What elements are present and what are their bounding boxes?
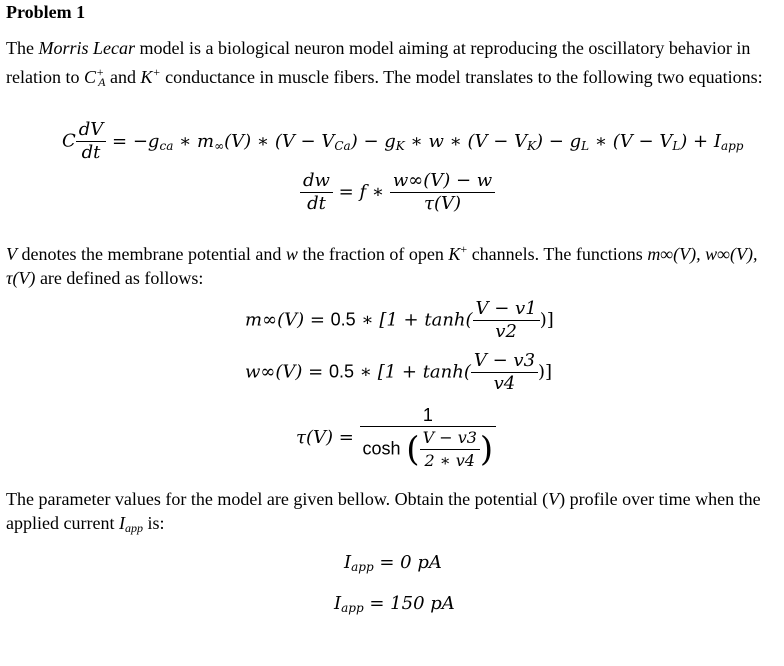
intro-text-1: The [6,38,39,58]
k-symbol: K+ [140,65,161,87]
description-paragraph: V denotes the membrane potential and w the fraction of open K+ channels. The functions m∞(V), w∞(V), τ(V) are defined as follows: [6,242,758,288]
ca-symbol: $C^+_A$ [83,65,106,89]
intro-paragraph [6,36,776,94]
m-infinity-equation: m∞(V) = 0.5 ∗ [1 + tanh( $\frac{V - v1}{v2}$ )] [245,298,554,342]
tau-equation: τ(V) = 1 cosh ( $\frac{V - v3}{2 ∗ v4}$ ) [296,404,496,472]
parameters-paragraph: The parameter values for the model are given bellow. Obtain the potential (V) profile over time when the applied current $I_{app}$ is: [6,489,761,535]
w-infinity-equation: w∞(V) = 0.5 ∗ [1 + tanh( $\frac{V - v3}{v4}$ )] [245,350,553,394]
problem-heading: Problem 1 [6,2,86,22]
current-1: $I_{app} = 0$ pA [344,552,442,574]
intro-text-2: model is a biological neuron model aiming at reproducing the oscillatory behavior in relation to [6,38,751,87]
intro-text-4: conductance in muscle fibers. The model translates to the following two equations: [160,67,763,87]
model-name: Morris Lecar [38,38,135,58]
intro-text-3: and [105,67,141,87]
equation-2: $\frac{dw}{dt}$ = f ∗ $\frac{w\infty(V) - w}{\tau(V)}$ [300,170,495,215]
equation-1: C $\frac{dV}{dt}$ = $-g_{ca}$ ∗ $m_\infty(V)$ ∗ $(V - V_{Ca}) - g_K$ ∗ w ∗ $(V - V_K) - g_L$ ∗ $(V - V_L) + I_{app}$ [62,119,744,163]
current-2: $I_{app} = 150$ pA [334,593,455,615]
